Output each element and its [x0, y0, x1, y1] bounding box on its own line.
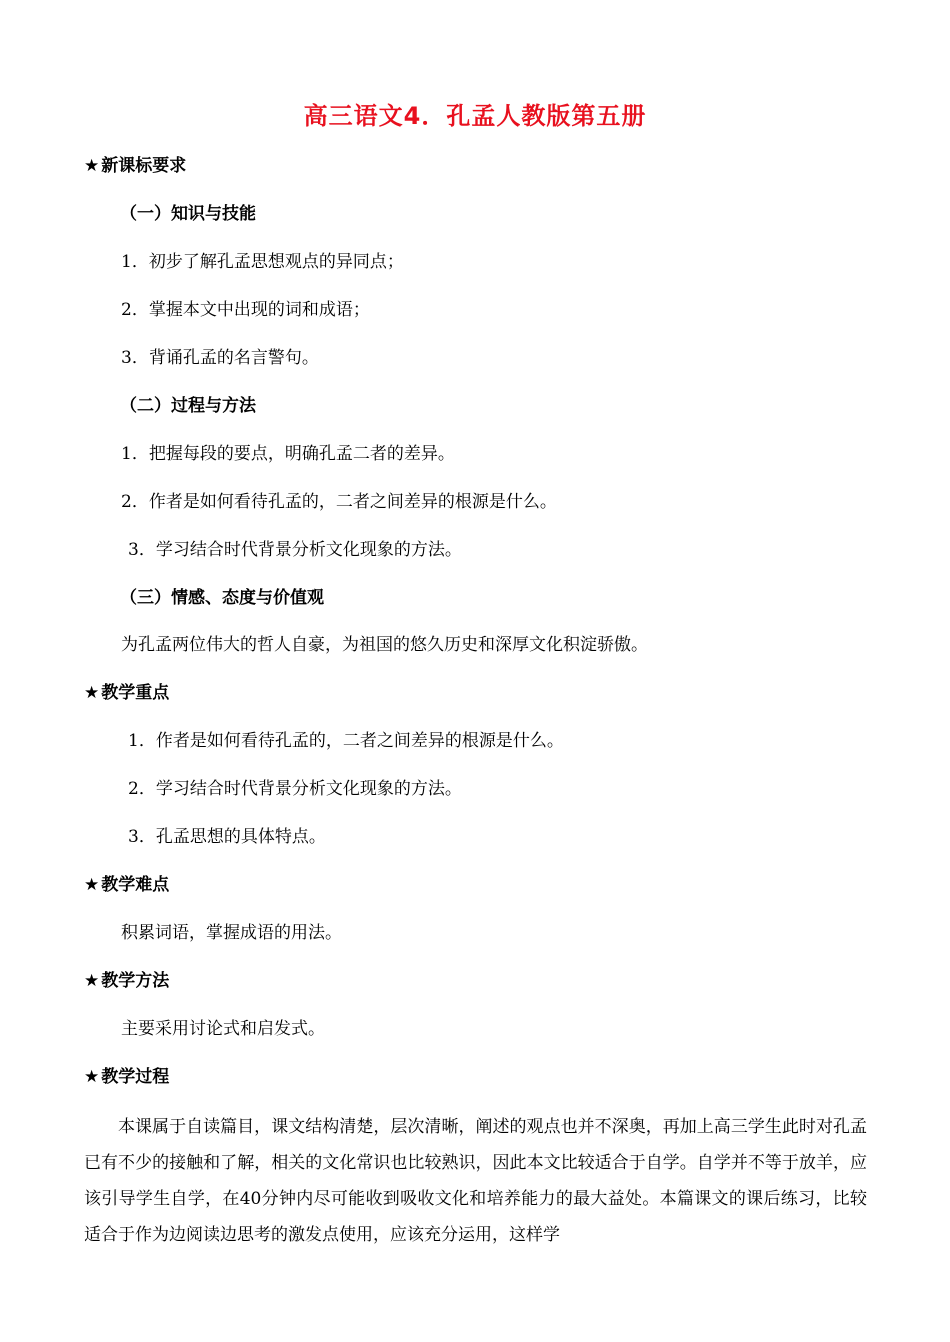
list-item: 3．孔孟思想的具体特点。 — [128, 827, 326, 847]
section-heading-process: ★ 教学过程 — [84, 1064, 169, 1090]
document-title: 高三语文4．孔孟人教版第五册 — [303, 102, 647, 130]
star-icon: ★ — [84, 683, 100, 703]
list-item: 2．掌握本文中出现的词和成语； — [121, 300, 370, 320]
list-item: 1．初步了解孔孟思想观点的异同点； — [121, 252, 404, 272]
list-item: 1．作者是如何看待孔孟的，二者之间差异的根源是什么。 — [128, 731, 564, 751]
section-heading-curriculum: ★ 新课标要求 — [84, 153, 186, 179]
star-icon: ★ — [84, 156, 100, 176]
star-icon: ★ — [84, 971, 100, 991]
star-icon: ★ — [84, 1067, 100, 1087]
paragraph: 积累词语，掌握成语的用法。 — [121, 923, 342, 943]
list-item: 2．作者是如何看待孔孟的，二者之间差异的根源是什么。 — [121, 492, 557, 512]
subsection-process-method: （二）过程与方法 — [120, 396, 256, 416]
list-item: 3．背诵孔孟的名言警句。 — [121, 348, 319, 368]
star-icon: ★ — [84, 875, 100, 895]
process-paragraph: 本课属于自读篇目，课文结构清楚，层次清晰，阐述的观点也并不深奥，再加上高三学生此时对孔孟已有不少的接触和了解，相关的文化常识也比较熟识，因此本文比较适合于自学。自学并不等于放羊，应该引导学生自学，在40分钟内尽可能收到吸收文化和培养能力的最大益处。本篇课文的课后练习，比较适合于作为边阅读边思考的激发点使用，应该充分运用，这样学 — [84, 1117, 867, 1245]
paragraph: 主要采用讨论式和启发式。 — [121, 1019, 325, 1039]
section-heading-difficulties: ★ 教学难点 — [84, 872, 169, 898]
list-item: 2．学习结合时代背景分析文化现象的方法。 — [128, 779, 462, 799]
subsection-knowledge-skills: （一）知识与技能 — [120, 204, 256, 224]
list-item: 3．学习结合时代背景分析文化现象的方法。 — [128, 540, 462, 560]
paragraph: 为孔孟两位伟大的哲人自豪，为祖国的悠久历史和深厚文化积淀骄傲。 — [121, 635, 648, 655]
section-heading-methods: ★ 教学方法 — [84, 968, 169, 994]
subsection-emotion-values: （三）情感、态度与价值观 — [120, 588, 324, 608]
section-heading-key-points: ★ 教学重点 — [84, 680, 169, 706]
list-item: 1．把握每段的要点，明确孔孟二者的差异。 — [121, 444, 455, 464]
